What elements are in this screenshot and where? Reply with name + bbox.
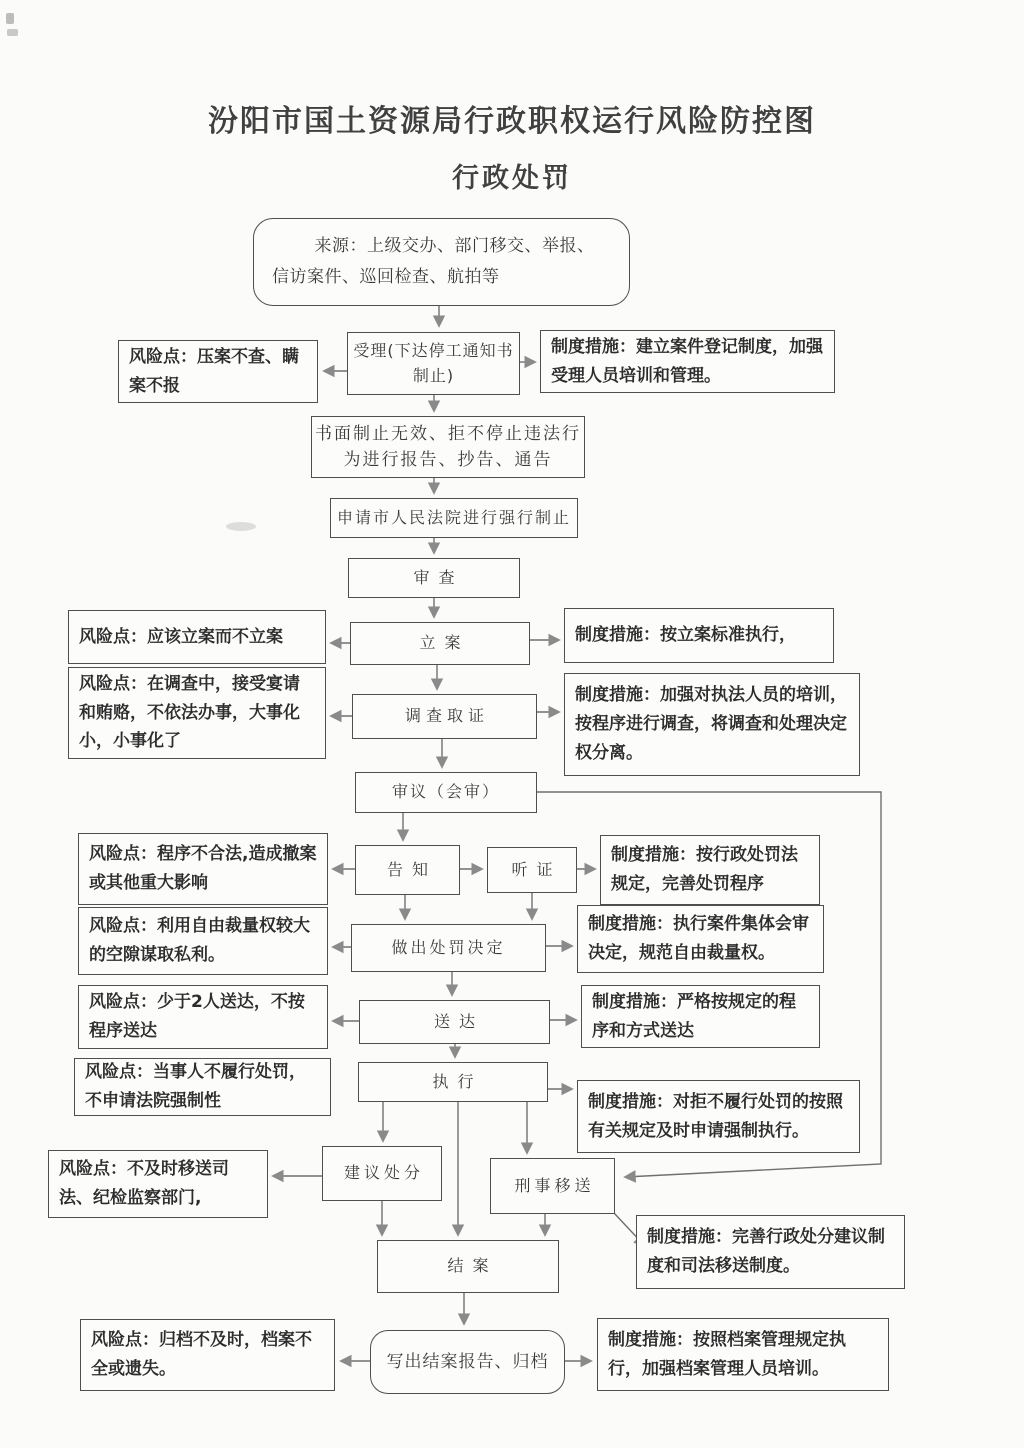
node-written-stop: 书面制止无效、拒不停止违法行为进行报告、抄告、通告 xyxy=(311,416,585,478)
node-deliver: 送达 xyxy=(359,1000,550,1044)
node-report-archive: 写出结案报告、归档 xyxy=(370,1330,565,1394)
risk-deliver: 风险点：少于2人送达，不按程序送达 xyxy=(78,985,328,1049)
measure-deliver: 制度措施：严格按规定的程序和方式送达 xyxy=(581,985,820,1048)
node-suggest-sanction: 建议处分 xyxy=(322,1146,442,1201)
risk-execute: 风险点：当事人不履行处罚，不申请法院强制性 xyxy=(74,1058,331,1116)
risk-notify: 风险点：程序不合法,造成撤案或其他重大影响 xyxy=(78,833,328,905)
measure-decision: 制度措施：执行案件集体会审决定，规范自由裁量权。 xyxy=(577,905,824,973)
node-hearing: 听证 xyxy=(487,847,577,893)
node-accept: 受理(下达停工通知书制止) xyxy=(347,332,520,395)
measure-investigate: 制度措施：加强对执法人员的培训，按程序进行调查，将调查和处理决定权分离。 xyxy=(564,673,860,776)
measure-accept: 制度措施：建立案件登记制度，加强受理人员培训和管理。 xyxy=(540,330,835,393)
node-file-case: 立案 xyxy=(350,622,530,665)
risk-investigate: 风险点：在调查中，接受宴请和贿赂，不依法办事，大事化小，小事化了 xyxy=(68,667,326,759)
risk-file-case: 风险点：应该立案而不立案 xyxy=(68,610,326,664)
page-title: 汾阳市国土资源局行政职权运行风险防控图 xyxy=(208,104,816,139)
node-decision: 做出处罚决定 xyxy=(351,924,546,972)
measure-archive: 制度措施：按照档案管理规定执行，加强档案管理人员培训。 xyxy=(597,1318,889,1391)
measure-notify: 制度措施：按行政处罚法规定，完善处罚程序 xyxy=(600,835,820,905)
page-subtitle: 行政处罚 xyxy=(452,163,572,194)
risk-archive: 风险点：归档不及时，档案不全或遗失。 xyxy=(80,1319,335,1391)
risk-transfer: 风险点：不及时移送司法、纪检监察部门, xyxy=(48,1150,268,1218)
measure-execute: 制度措施：对拒不履行处罚的按照有关规定及时申请强制执行。 xyxy=(577,1080,860,1153)
measure-file-case: 制度措施：按立案标准执行， xyxy=(564,608,834,663)
node-notify: 告知 xyxy=(355,845,460,895)
node-review: 审查 xyxy=(348,558,520,598)
node-deliberate: 审议（会审） xyxy=(355,772,537,813)
node-close-case: 结案 xyxy=(377,1240,559,1293)
node-court-stop: 申请市人民法院进行强行制止 xyxy=(330,498,578,538)
node-source: 来源：上级交办、部门移交、举报、信访案件、巡回检查、航拍等 xyxy=(253,218,630,306)
node-criminal-transfer: 刑事移送 xyxy=(490,1158,615,1214)
risk-decision: 风险点：利用自由裁量权较大的空隙谋取私利。 xyxy=(78,907,328,975)
risk-accept: 风险点：压案不查、瞒案不报 xyxy=(118,340,318,403)
measure-transfer: 制度措施：完善行政处分建议制度和司法移送制度。 xyxy=(636,1215,905,1289)
node-execute: 执行 xyxy=(358,1062,548,1102)
node-investigate: 调查取证 xyxy=(352,694,537,739)
